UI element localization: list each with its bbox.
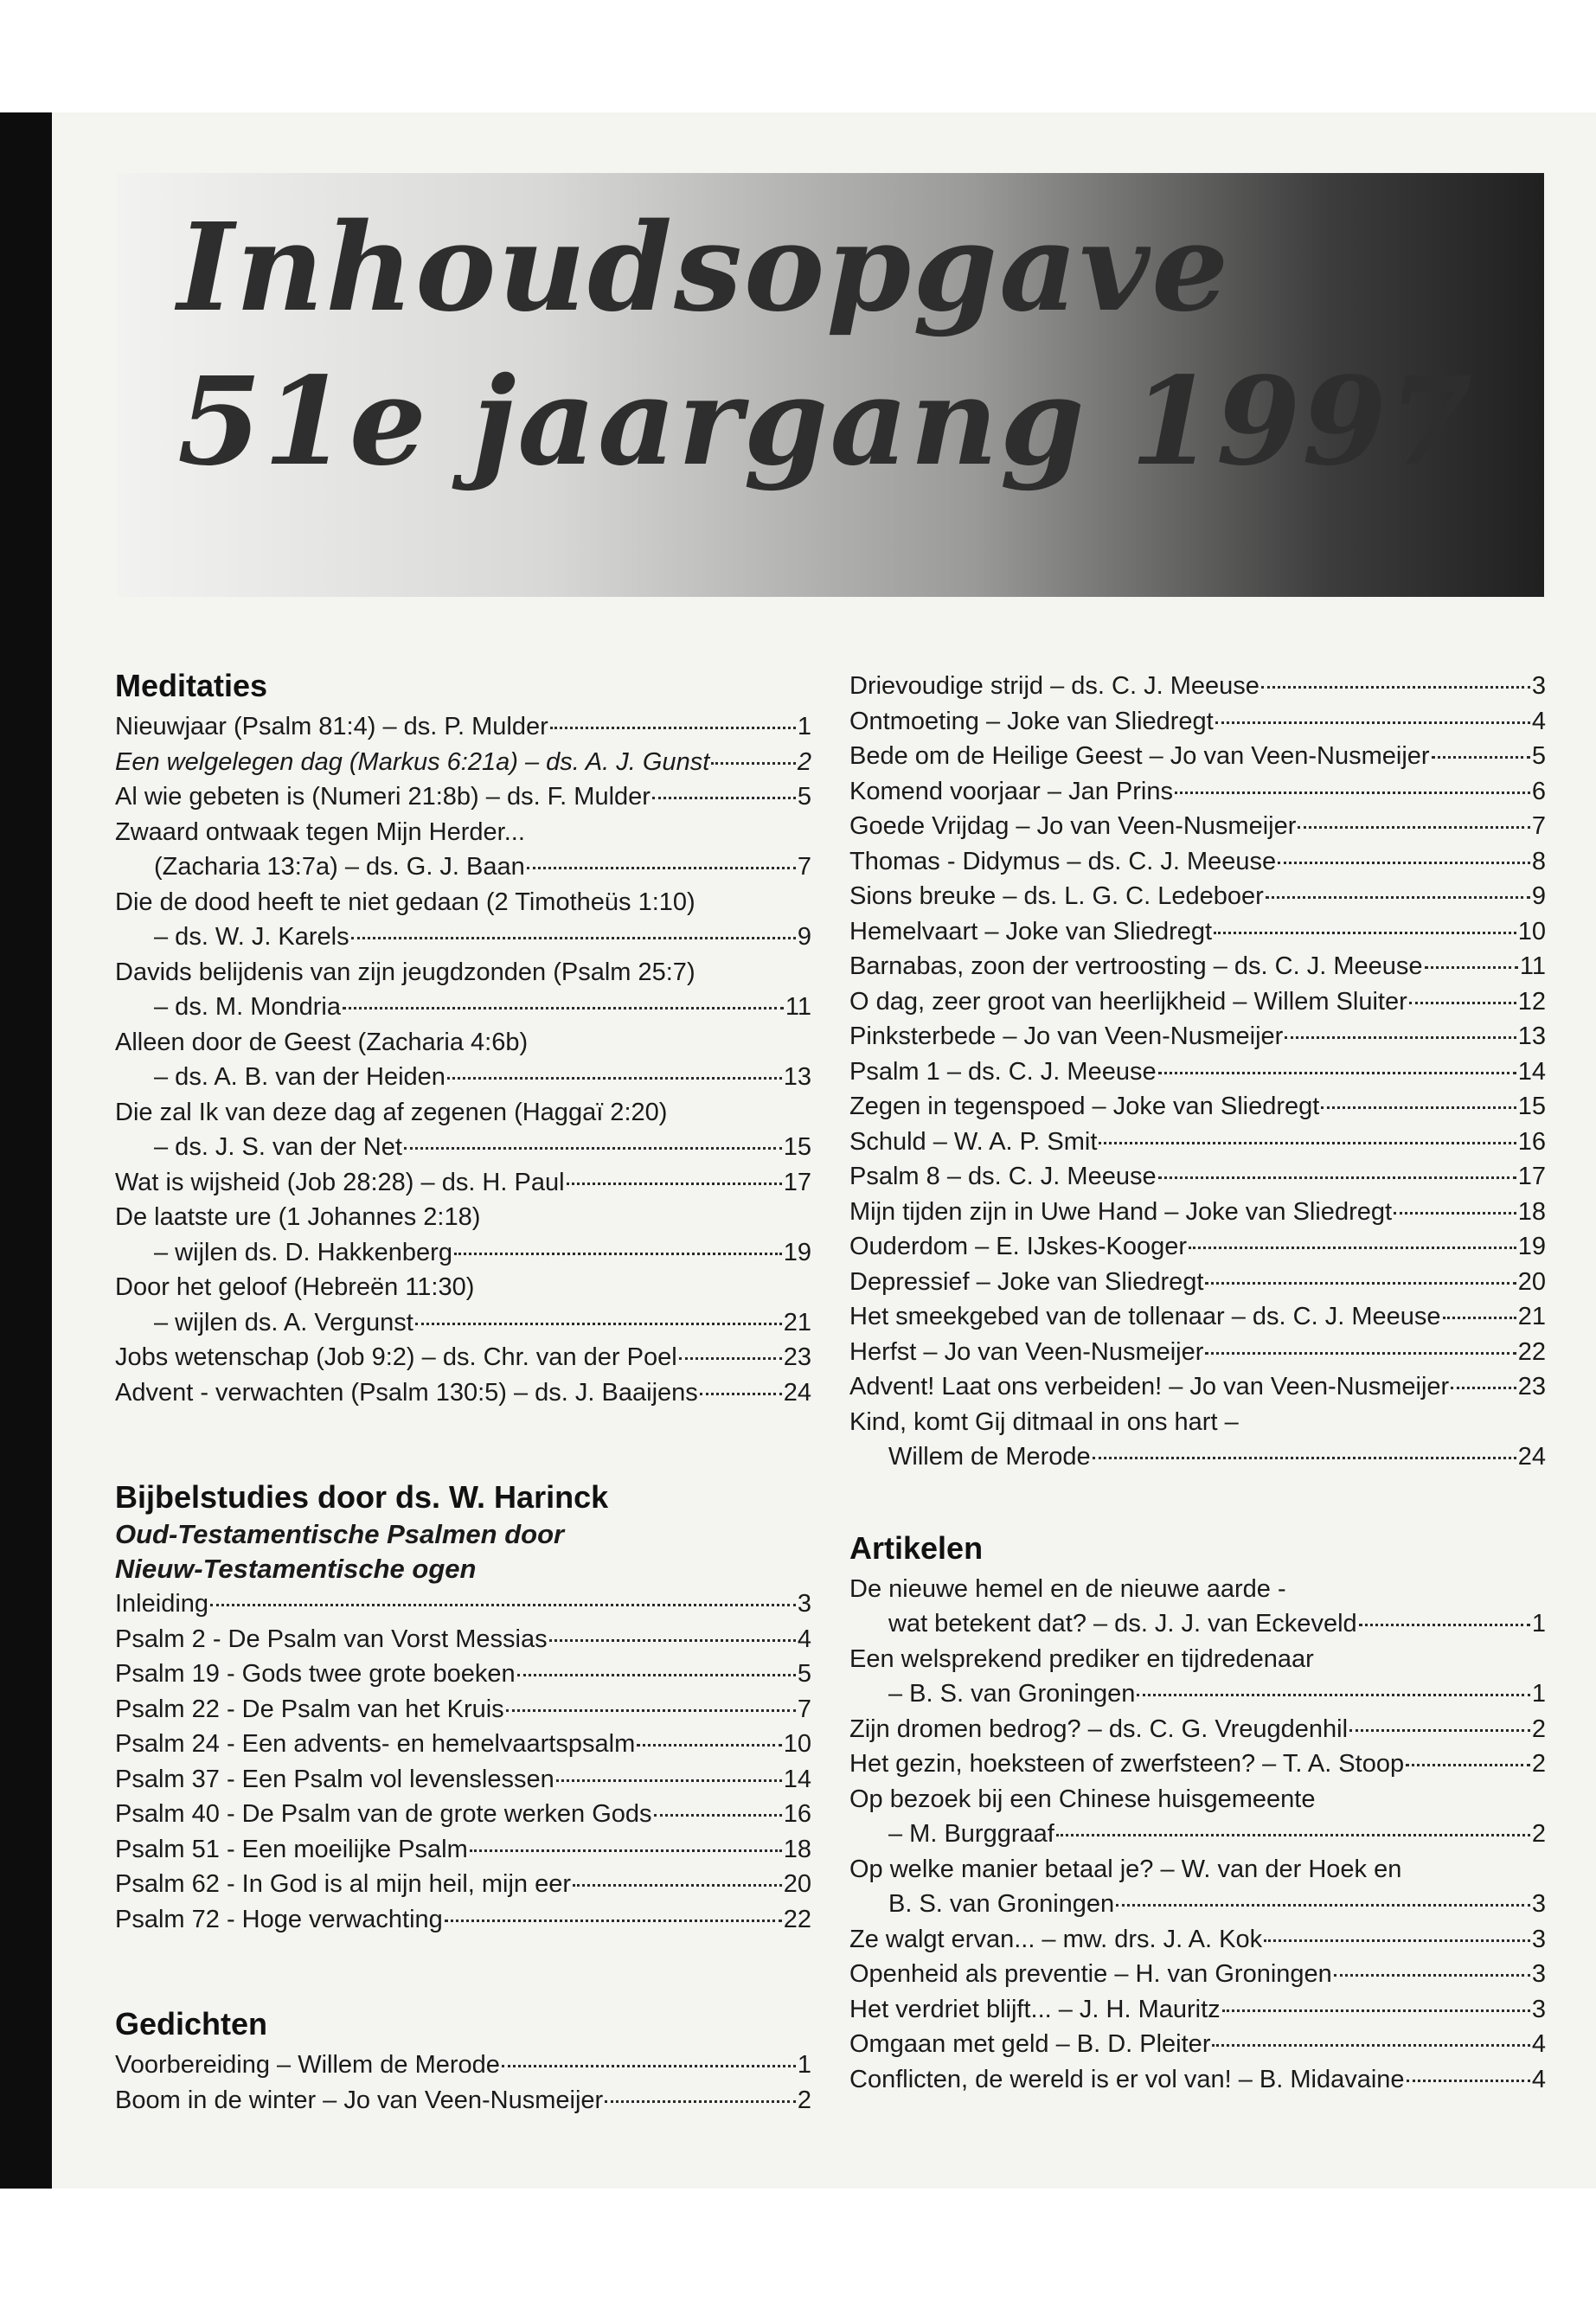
- toc-entry: [849, 1712, 1546, 1747]
- entry-title: (Zacharia 13:7a) – ds. G. J. Baan: [154, 853, 525, 881]
- toc-entry: [849, 1439, 1546, 1475]
- entry-title: Openheid als preventie – H. van Groningen: [849, 1960, 1332, 1988]
- toc-entry: [849, 1887, 1546, 1922]
- entry-page: 7: [1531, 812, 1546, 840]
- entry-page: 20: [1517, 1267, 1546, 1296]
- toc-entry: [849, 1957, 1546, 1992]
- entry-page: 18: [783, 1835, 811, 1863]
- toc-entry: [115, 1622, 811, 1657]
- toc-entry: [849, 1054, 1546, 1090]
- entry-title-line: Die zal Ik van deze dag af zegenen (Haggaï 2:20): [115, 1098, 668, 1126]
- entry-page: 3: [1531, 1925, 1546, 1953]
- toc-entry: [115, 745, 811, 780]
- toc-entry: [849, 669, 1546, 704]
- entry-page: 21: [783, 1308, 811, 1336]
- toc-entry: [849, 1299, 1546, 1335]
- toc-entry: [849, 984, 1546, 1020]
- entry-page: 14: [1517, 1057, 1546, 1086]
- toc-entry: [849, 844, 1546, 880]
- entry-page: 23: [783, 1343, 811, 1371]
- entry-title-line: Op bezoek bij een Chinese huisgemeente: [849, 1785, 1316, 1813]
- entry-page: 3: [1531, 1890, 1546, 1918]
- toc-entry: [849, 1229, 1546, 1265]
- toc-entry: [849, 1089, 1546, 1125]
- entry-page: 13: [783, 1063, 811, 1091]
- toc-entry: [849, 879, 1546, 914]
- toc-entry: [849, 1195, 1546, 1230]
- section-subtitle: Nieuw-Testamentische ogen: [115, 1554, 477, 1584]
- toc-entry: [115, 2048, 811, 2083]
- entry-title: Wat is wijsheid (Job 28:28) – ds. H. Paul: [115, 1168, 565, 1196]
- entry-page: 7: [797, 1695, 811, 1723]
- toc-entry: [849, 809, 1546, 844]
- toc-entry: [115, 709, 811, 745]
- entry-page: 18: [1517, 1197, 1546, 1226]
- entry-title: Hemelvaart – Joke van Sliedregt: [849, 917, 1213, 945]
- toc-entry: [115, 1305, 811, 1341]
- entry-title: Goede Vrijdag – Jo van Veen-Nusmeijer: [849, 812, 1297, 840]
- entry-page: 16: [783, 1800, 811, 1828]
- toc-entry: [849, 1817, 1546, 1852]
- toc-entry: [115, 1657, 811, 1692]
- entry-title: Psalm 1 – ds. C. J. Meeuse: [849, 1057, 1157, 1086]
- entry-title: Ouderdom – E. IJskes-Kooger: [849, 1233, 1188, 1260]
- toc-entry: [115, 1692, 811, 1727]
- toc-entry: [115, 1165, 811, 1201]
- entry-page: 23: [1517, 1373, 1546, 1400]
- title-line-1: Inhoudsopgave: [177, 197, 1231, 339]
- toc-entry: [115, 1762, 811, 1798]
- entry-title: Ze walgt ervan... – mw. drs. J. A. Kok: [849, 1925, 1263, 1953]
- entry-title: Psalm 40 - De Psalm van de grote werken Gods: [115, 1800, 652, 1828]
- entry-title: Bede om de Heilige Geest – Jo van Veen-Nusmeijer: [849, 742, 1430, 770]
- entry-page: 11: [785, 993, 811, 1021]
- entry-title: – wijlen ds. A. Vergunst: [154, 1308, 413, 1336]
- section-title-gedichten: Gedichten: [115, 2006, 268, 2041]
- entry-page: 3: [1531, 1995, 1546, 2023]
- toc-entry: [849, 2027, 1546, 2062]
- page-title: [177, 197, 1561, 493]
- scan-border: [0, 112, 52, 2189]
- entry-title: – ds. A. B. van der Heiden: [154, 1063, 445, 1091]
- title-line-2: 51e jaargang 1997: [177, 351, 1475, 493]
- entry-page: 2: [1531, 1820, 1546, 1848]
- left-column: [115, 666, 811, 2118]
- toc-entry: [849, 1335, 1546, 1370]
- toc-entry: [115, 1060, 811, 1095]
- entry-title-line: Door het geloof (Hebreën 11:30): [115, 1273, 475, 1301]
- entry-page: 15: [783, 1133, 811, 1161]
- entry-title: Jobs wetenschap (Job 9:2) – ds. Chr. van der Poel: [115, 1343, 677, 1371]
- toc-entry: [849, 1019, 1546, 1054]
- entry-page: 19: [1517, 1233, 1546, 1260]
- toc-entry: [849, 1606, 1546, 1642]
- entry-page: 15: [1517, 1093, 1546, 1120]
- toc-entry: [849, 1125, 1546, 1160]
- entry-title: Thomas - Didymus – ds. C. J. Meeuse: [849, 847, 1277, 875]
- entry-title: Het verdriet blijft... – J. H. Mauritz: [849, 1995, 1221, 2023]
- entry-page: 7: [797, 853, 811, 881]
- entry-page: 10: [1517, 917, 1546, 945]
- entry-title: – wijlen ds. D. Hakkenberg: [154, 1238, 452, 1266]
- entry-title: – M. Burggraaf: [888, 1820, 1054, 1848]
- toc-entry: [849, 949, 1546, 984]
- entry-title: Psalm 62 - In God is al mijn heil, mijn eer: [115, 1870, 572, 1898]
- toc-entry: [849, 1159, 1546, 1195]
- entry-page: 3: [1531, 672, 1546, 700]
- entry-title: Barnabas, zoon der vertroosting – ds. C. J. Meeuse: [849, 952, 1423, 980]
- entry-page: 5: [797, 783, 811, 811]
- entry-page: 19: [783, 1238, 811, 1266]
- entry-title: Een welgelegen dag (Markus 6:21a) – ds. A. J. Gunst: [115, 747, 710, 776]
- toc-entry: [115, 1235, 811, 1271]
- entry-title-line: Kind, komt Gij ditmaal in ons hart –: [849, 1407, 1239, 1436]
- toc-entry: [849, 914, 1546, 950]
- toc-entry: [115, 1797, 811, 1832]
- entry-page: 3: [797, 1590, 811, 1618]
- entry-title-line: Die de dood heeft te niet gedaan (2 Timotheüs 1:10): [115, 888, 695, 916]
- toc-entry: [849, 1922, 1546, 1958]
- entry-title: – ds. W. J. Karels: [154, 923, 349, 951]
- entry-title: Komend voorjaar – Jan Prins: [849, 777, 1173, 805]
- entry-page: 8: [1531, 847, 1546, 875]
- entry-page: 16: [1517, 1127, 1546, 1156]
- entry-title-line: Op welke manier betaal je? – W. van der Hoek en: [849, 1855, 1402, 1883]
- toc-entry: [849, 704, 1546, 740]
- entry-title: Mijn tijden zijn in Uwe Hand – Joke van Sliedregt: [849, 1197, 1393, 1226]
- entry-page: 1: [1531, 1680, 1546, 1708]
- entry-title: Psalm 8 – ds. C. J. Meeuse: [849, 1163, 1157, 1190]
- entry-page: 2: [797, 2086, 811, 2114]
- toc-entry: [849, 1265, 1546, 1300]
- toc-entry: [849, 1676, 1546, 1712]
- toc-entry: [849, 2062, 1546, 2098]
- entry-page: 2: [1531, 1715, 1546, 1743]
- entry-title: Advent! Laat ons verbeiden! – Jo van Veen-Nusmeijer: [849, 1373, 1450, 1400]
- toc-entry: [849, 1369, 1546, 1405]
- entry-title: Zijn dromen bedrog? – ds. C. G. Vreugdenhil: [849, 1715, 1349, 1743]
- entry-title: Drievoudige strijd – ds. C. J. Meeuse: [849, 672, 1259, 700]
- entry-title: Psalm 24 - Een advents- en hemelvaartspsalm: [115, 1730, 636, 1758]
- toc-entry: [115, 1586, 811, 1622]
- entry-page: 13: [1517, 1022, 1546, 1050]
- entry-page: 6: [1531, 777, 1546, 805]
- entry-title: Voorbereiding – Willem de Merode: [115, 2051, 500, 2079]
- toc-entry: [115, 779, 811, 815]
- section-title-artikelen: Artikelen: [849, 1529, 984, 1566]
- entry-title: Schuld – W. A. P. Smit: [849, 1127, 1098, 1156]
- toc-entry: [849, 774, 1546, 810]
- section-title-meditaties: Meditaties: [115, 668, 268, 703]
- entry-title: Zegen in tegenspoed – Joke van Sliedregt: [849, 1093, 1320, 1120]
- entry-title: – B. S. van Groningen: [888, 1680, 1136, 1708]
- entry-page: 2: [797, 747, 811, 776]
- entry-title: Het smeekgebed van de tollenaar – ds. C. J. Meeuse: [849, 1303, 1441, 1330]
- toc-entry: [115, 920, 811, 955]
- entry-page: 17: [1517, 1163, 1546, 1190]
- entry-page: 14: [783, 1765, 811, 1793]
- toc-entry: [115, 1902, 811, 1938]
- entry-page: 21: [1517, 1303, 1546, 1330]
- entry-title-line: De nieuwe hemel en de nieuwe aarde -: [849, 1574, 1286, 1603]
- entry-title: Advent - verwachten (Psalm 130:5) – ds. J. Baaijens: [115, 1378, 698, 1407]
- entry-page: 24: [783, 1378, 811, 1407]
- toc-entry: [115, 1375, 811, 1411]
- entry-title: B. S. van Groningen: [888, 1890, 1115, 1918]
- toc-entry: [115, 2083, 811, 2118]
- entry-title: Het gezin, hoeksteen of zwerfsteen? – T. A. Stoop: [849, 1750, 1405, 1778]
- entry-page: 9: [797, 923, 811, 951]
- entry-title-line: Een welsprekend prediker en tijdredenaar: [849, 1644, 1314, 1673]
- entry-title: Herfst – Jo van Veen-Nusmeijer: [849, 1337, 1204, 1366]
- entry-page: 1: [797, 2051, 811, 2079]
- entry-page: 4: [1531, 707, 1546, 735]
- toc-entry: [115, 1867, 811, 1902]
- entry-title: wat betekent dat? – ds. J. J. van Eckeveld: [888, 1610, 1357, 1638]
- entry-title: Pinksterbede – Jo van Veen-Nusmeijer: [849, 1022, 1284, 1050]
- entry-title-line: Zwaard ontwaak tegen Mijn Herder...: [115, 817, 525, 846]
- entry-page: 1: [797, 713, 811, 740]
- entry-page: 22: [1517, 1337, 1546, 1366]
- toc-entry: [115, 1340, 811, 1375]
- entry-title: Ontmoeting – Joke van Sliedregt: [849, 707, 1214, 735]
- entry-title: Boom in de winter – Jo van Veen-Nusmeijer: [115, 2086, 604, 2114]
- entry-title: – ds. J. S. van der Net: [154, 1133, 402, 1161]
- entry-page: 1: [1531, 1610, 1546, 1638]
- entry-page: 2: [1531, 1750, 1546, 1778]
- toc-entry: [115, 1832, 811, 1868]
- toc-entry: [849, 1992, 1546, 2028]
- entry-page: 3: [1531, 1960, 1546, 1988]
- entry-page: 20: [783, 1870, 811, 1898]
- entry-title: Sions breuke – ds. L. G. C. Ledeboer: [849, 882, 1264, 910]
- entry-title: Inleiding: [115, 1590, 209, 1618]
- entry-page: 4: [1531, 2030, 1546, 2058]
- entry-page: 9: [1531, 882, 1546, 910]
- section-title-bijbelstudies: Bijbelstudies door ds. W. Harinck: [115, 1479, 609, 1515]
- entry-title: Omgaan met geld – B. D. Pleiter: [849, 2030, 1211, 2058]
- toc-entry: [115, 1130, 811, 1165]
- entry-page: 5: [797, 1660, 811, 1688]
- entry-page: 5: [1531, 742, 1546, 770]
- entry-title-line: De laatste ure (1 Johannes 2:18): [115, 1203, 481, 1231]
- entry-page: 24: [1517, 1443, 1546, 1471]
- entry-title: Psalm 2 - De Psalm van Vorst Messias: [115, 1625, 548, 1653]
- entry-title: Psalm 72 - Hoge verwachting: [115, 1905, 443, 1933]
- entry-title: Psalm 19 - Gods twee grote boeken: [115, 1660, 516, 1688]
- entry-title-line: Davids belijdenis van zijn jeugdzonden (Psalm 25:7): [115, 958, 695, 986]
- entry-page: 11: [1519, 952, 1546, 980]
- toc-entry: [115, 990, 811, 1025]
- entry-title: O dag, zeer groot van heerlijkheid – Willem Sluiter: [849, 987, 1407, 1016]
- toc-entry: [115, 1727, 811, 1762]
- entry-title: Psalm 37 - Een Psalm vol levenslessen: [115, 1765, 554, 1793]
- entry-title: Psalm 22 - De Psalm van het Kruis: [115, 1695, 504, 1723]
- entry-title: Conflicten, de wereld is er vol van! – B. Midavaine: [849, 2065, 1405, 2093]
- entry-title: Psalm 51 - Een moeilijke Psalm: [115, 1835, 468, 1863]
- entry-title: Willem de Merode: [888, 1443, 1091, 1471]
- entry-title: Depressief – Joke van Sliedregt: [849, 1267, 1204, 1296]
- entry-page: 4: [797, 1625, 811, 1653]
- entry-title: Al wie gebeten is (Numeri 21:8b) – ds. F. Mulder: [115, 783, 651, 811]
- entry-title: – ds. M. Mondria: [154, 993, 341, 1021]
- section-subtitle: Oud-Testamentische Psalmen door: [115, 1519, 565, 1549]
- entry-page: 12: [1517, 987, 1546, 1016]
- entry-page: 4: [1531, 2065, 1546, 2093]
- entry-title: Nieuwjaar (Psalm 81:4) – ds. P. Mulder: [115, 713, 548, 740]
- entry-page: 22: [783, 1905, 811, 1933]
- right-column: [849, 669, 1546, 2097]
- entry-title-line: Alleen door de Geest (Zacharia 4:6b): [115, 1028, 529, 1056]
- toc-entry: [115, 849, 811, 885]
- entry-page: 17: [783, 1168, 811, 1196]
- toc-entry: [849, 1747, 1546, 1782]
- toc-entry: [849, 739, 1546, 774]
- entry-page: 10: [783, 1730, 811, 1758]
